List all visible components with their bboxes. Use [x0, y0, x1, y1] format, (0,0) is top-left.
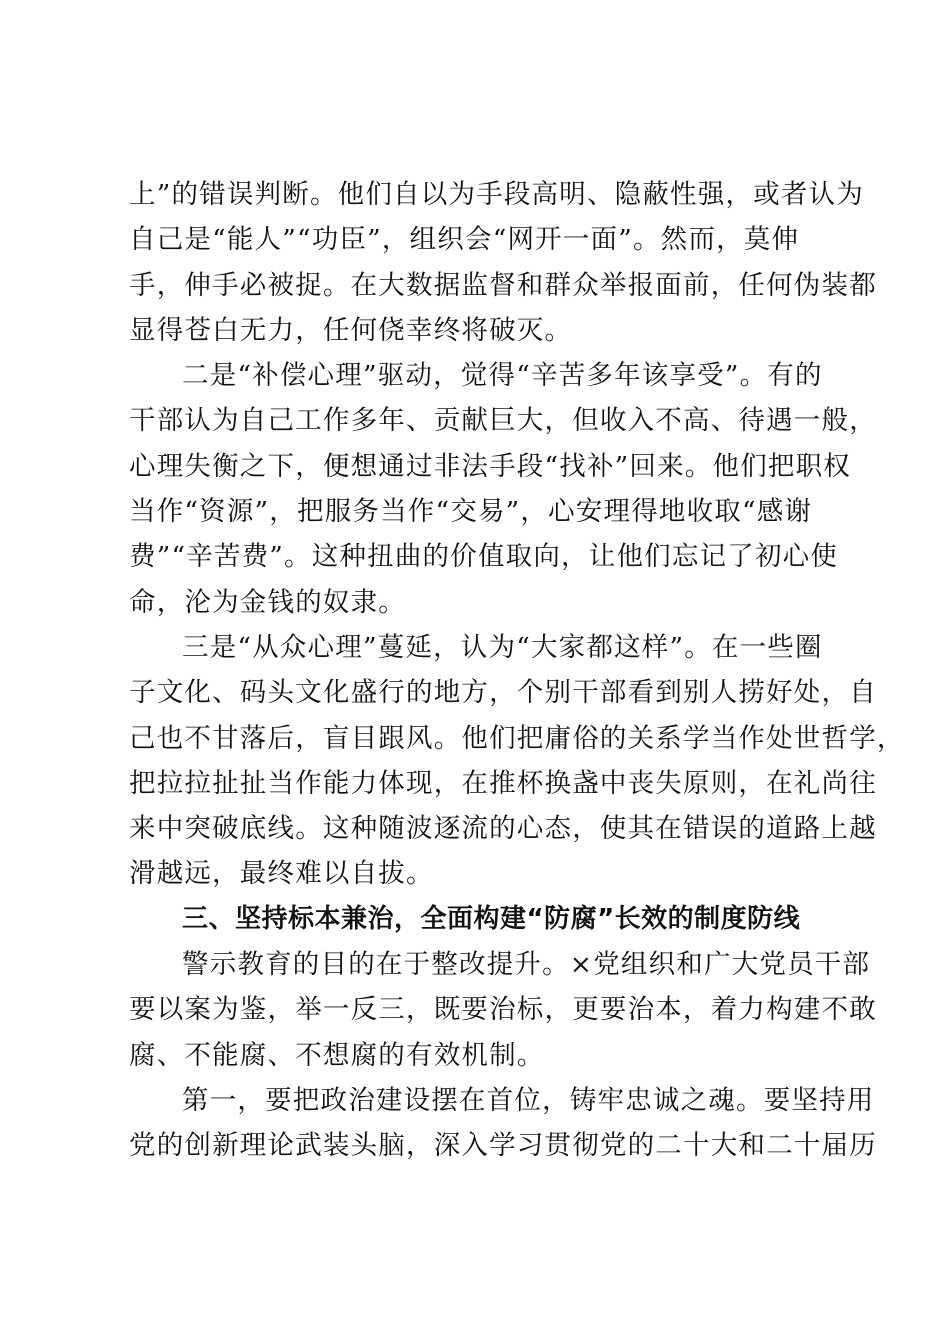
text-line: 来中突破底线。这种随波逐流的心态，使其在错误的道路上越	[129, 813, 877, 845]
text-line: 费”“辛苦费”。这种扭曲的价值取向，让他们忘记了初心使	[129, 541, 839, 573]
text-line: 腐、不能腐、不想腐的有效机制。	[129, 1039, 545, 1071]
text-line: 心理失衡之下，便想通过非法手段“找补”回来。他们把职权	[129, 450, 851, 482]
text-line: 警示教育的目的在于整改提升。×党组织和广大党员干部	[182, 949, 871, 981]
text-line: 手，伸手必被捉。在大数据监督和群众举报面前，任何伪装都	[129, 269, 877, 301]
text-line: 命，沦为金钱的奴隶。	[129, 586, 406, 618]
text-line: 自己是“能人”“功臣”，组织会“网开一面”。然而，莫伸	[129, 224, 800, 256]
text-line: 要以案为鉴，举一反三，既要治标，更要治本，着力构建不敢	[129, 994, 877, 1026]
text-line: 党的创新理论武装头脑，深入学习贯彻党的二十大和二十届历	[129, 1130, 877, 1162]
text-line: 干部认为自己工作多年、贡献巨大，但收入不高、待遇一般，	[129, 405, 877, 437]
text-line: 当作“资源”，把服务当作“交易”，心安理得地收取“感谢	[129, 496, 813, 528]
text-line: 子文化、码头文化盛行的地方，个别干部看到别人捞好处，自	[129, 677, 877, 709]
text-line: 把拉拉扯扯当作能力体现，在推杯换盏中丧失原则，在礼尚往	[129, 767, 877, 799]
text-line: 二是“补偿心理”驱动，觉得“辛苦多年该享受”。有的	[182, 360, 823, 392]
document-body	[129, 172, 905, 1169]
section-heading: 三、坚持标本兼治，全面构建“防腐”长效的制度防线	[182, 903, 801, 934]
text-line: 己也不甘落后，盲目跟风。他们把庸俗的关系学当作处世哲学，	[129, 722, 905, 754]
text-line: 第一，要把政治建设摆在首位，铸牢忠诚之魂。要坚持用	[182, 1084, 875, 1116]
text-line: 显得苍白无力，任何侥幸终将破灭。	[129, 314, 573, 346]
text-line: 三是“从众心理”蔓延，认为“大家都这样”。在一些圈	[182, 631, 823, 663]
text-line: 滑越远，最终难以自拔。	[129, 858, 434, 890]
text-line: 上”的错误判断。他们自以为手段高明、隐蔽性强，或者认为	[129, 179, 864, 210]
